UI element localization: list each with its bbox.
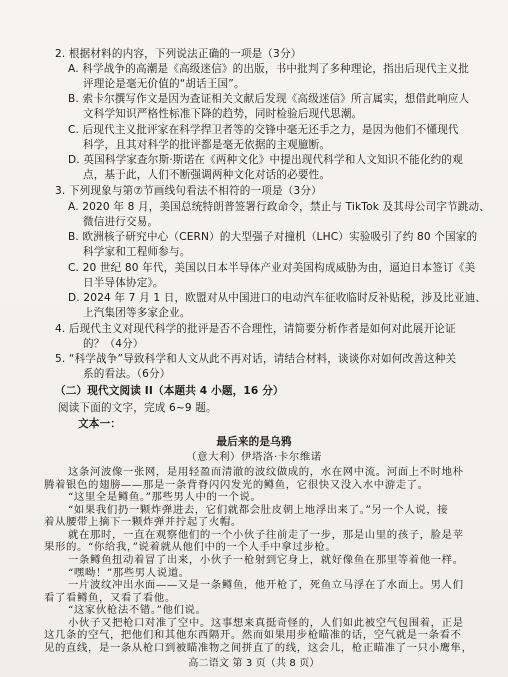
text-line: 科学家和工程师参与。 <box>83 246 191 258</box>
text-line: 日半导体协定》。 <box>83 277 164 289</box>
text-line: 的？（4分） <box>83 338 144 350</box>
text-line: D. 2024 年 7 月 1 日，欧盟对从中国进口的电动汽车征收临时反补贴税，涉及比亚迪、 <box>68 292 487 304</box>
text-line: A. 2020 年 8 月，美国总统特朗普签署行政命令，禁止与 TikTok 及其母公司字节跳动、 <box>68 201 491 213</box>
text-line: （意大利）伊塔洛·卡尔维诺 <box>186 451 322 463</box>
text-line: 3. 下列现象与第⑦节画线句看法不相符的一项是（3分） <box>55 185 322 197</box>
text-line: B. 索卡尔撰写作文是因为查证相关文献后发现《高级迷信》所言属实，想借此响应人 <box>68 93 470 105</box>
text-line: 微信进行交易。 <box>83 216 159 228</box>
text-line: “嘿呦！”那些男人说道。 <box>68 566 190 579</box>
text-line: 点，基于此，人们不断强调两种文化对话的必要性。 <box>83 169 331 181</box>
text-line: 科学，且其对科学的批评都是毫无依据的主观臆断。 <box>83 139 331 151</box>
text-line: 一条鳟鱼扭动着冒了出来，小伙子一枪射到它身上，就好像鱼在那里等着他一样。 <box>68 554 464 566</box>
text-line: 着从腰带上摘下一颗炸弹并拧起了火帽。 <box>44 516 242 529</box>
text-line: 2. 根据材料的内容，下列说法正确的一项是（3分） <box>55 48 302 60</box>
text-line: A. 科学战争的高潮是《高级迷信》的出版，书中批判了多种理论，指出后现代主义批 <box>68 63 470 75</box>
text-line: “这里全是鳟鱼。”那些男人中的一个说。 <box>68 491 262 504</box>
text-line: B. 欧洲核子研究中心（CERN）的大型强子对撞机（LHC）实验吸引了约 80 个国家的 <box>68 231 478 243</box>
text-line: 腾着银色的翅膀——那是一条背脊闪闪发光的鳟鱼，它很快又没入水中游走了。 <box>44 478 429 491</box>
text-line: 阅读下面的文字，完成 6~9 题。 <box>58 402 217 414</box>
text-line: 系的看法。（6分） <box>83 368 171 380</box>
text-line: 5. “科学战争”导致科学和人文从此不再对话，请结合材料，谈谈你对如何改善这种关 <box>55 353 457 365</box>
text-line: 看了看鳟鱼，又看了看他。 <box>44 591 176 604</box>
text-line: “如果我们扔一颗炸弹进去，它们就都会肚皮朝上地浮出来了。”另一个人说，接 <box>68 503 449 516</box>
text-line: 最后来的是乌鸦 <box>216 436 292 448</box>
text-line: C. 20 世纪 80 年代，美国以日本半导体产业对美国构成威胁为由，逼迫日本签订《美 <box>68 262 476 274</box>
text-line: （二）现代文阅读 II（本题共 4 小题，16 分） <box>55 385 284 397</box>
text-line: 文本一： <box>78 418 121 430</box>
text-line: 就在那时，一直在观察他们的一个小伙子往前走了一步，那是山里的孩子，脸是苹 <box>68 528 464 541</box>
text-line: D. 英国科学家查尔斯·斯诺在《两种文化》中提出现代科学和人文知识不能化约的观 <box>68 154 463 166</box>
text-line: C. 后现代主义批评家在科学捍卫者等的交锋中毫无还手之力，是因为他们不懂现代 <box>68 124 459 136</box>
text-line: 这条河波像一张网，是用轻盈而清澈的波纹做成的，水在网中流。河面上不时地朴 <box>68 466 464 478</box>
text-line: “这家伙枪法不错。”他们说。 <box>68 604 207 617</box>
text-line: 评理论是毫无价值的“胡话王国”。 <box>83 78 245 90</box>
text-line: 文科学知识严格性标准下降的趋势，同时检验后现代思潮。 <box>83 108 363 120</box>
text-line: 这几条的空气，把他们和其他东西隔开。然而如果用步枪瞄准的话，空气就是一条看不 <box>44 629 462 642</box>
text-line: 见的直线，是一条从枪口到被瞄准物之间拼直了的线，这会儿，枪正瞄准了一只小鹰隼， <box>44 642 473 654</box>
text-line: 一片波纹冲出水面——又是一条鳟鱼，他开枪了，死鱼立马浮在了水面上。男人们 <box>68 579 464 592</box>
page-footer: 高二语文 第 3 页（共 8 页） <box>188 658 320 669</box>
text-line: 上汽集团等多家企业。 <box>83 307 191 319</box>
text-line: 小伙子又把枪口对准了空中。这事想来真挺奇怪的，人们如此被空气包围着，正是 <box>68 616 464 629</box>
text-line: 果形的。“你给我，”说着就从他们中的一个人手中拿过步枪。 <box>44 541 337 554</box>
text-line: 4. 后现代主义对现代科学的批评是否不合理性，请简要分析作者是如何对此展开论证 <box>55 323 456 335</box>
